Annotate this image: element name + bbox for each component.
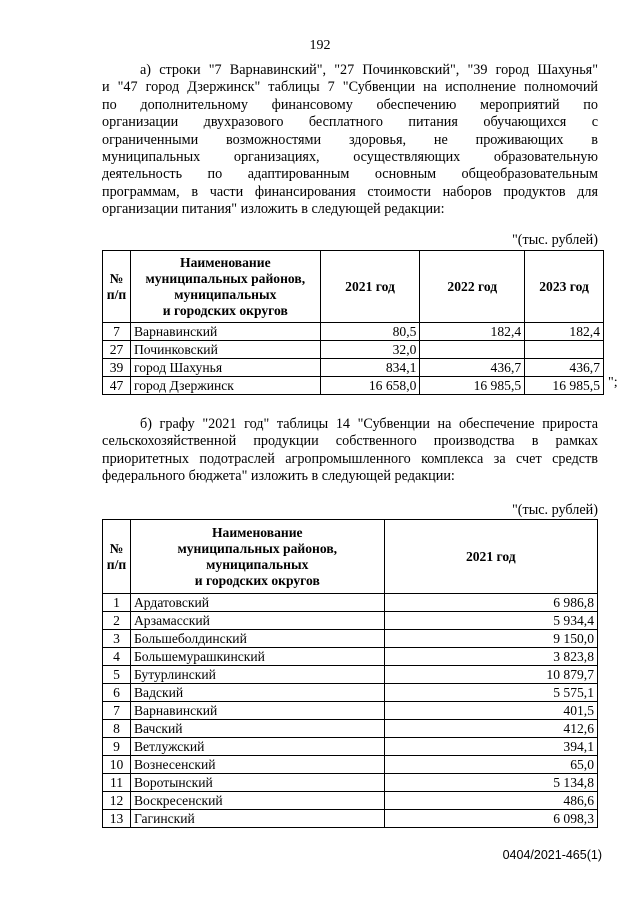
table-row	[103, 648, 598, 666]
header-line: Наименование	[211, 524, 303, 540]
value-y2021: 834,1	[320, 359, 420, 377]
municipality-name: Большемурашкинский	[130, 648, 384, 666]
text-line: организации питания" изложить в следующей редакции:	[102, 201, 445, 218]
header-line: муниципальных районов,	[145, 270, 306, 286]
municipality-name: Воскресенский	[130, 792, 384, 810]
table-7-excerpt	[102, 250, 604, 395]
value-y2021: 3 823,8	[384, 648, 597, 666]
value-y2021: 9 150,0	[384, 630, 597, 648]
table-row	[103, 774, 598, 792]
table-row	[103, 666, 598, 684]
header-name	[130, 251, 320, 323]
municipality-name: Воротынский	[130, 774, 384, 792]
header-2021: 2021 год	[384, 520, 597, 594]
value-y2023	[525, 341, 604, 359]
header-line: и городских округов	[194, 572, 320, 588]
value-y2021: 65,0	[384, 756, 597, 774]
value-y2021: 32,0	[320, 341, 420, 359]
municipality-name: Ардатовский	[130, 594, 384, 612]
row-number: 8	[103, 720, 131, 738]
header-name	[130, 520, 384, 594]
paragraph-a	[102, 62, 598, 219]
table-row	[103, 359, 604, 377]
value-y2021: 5 134,8	[384, 774, 597, 792]
municipality-name: Гагинский	[130, 810, 384, 828]
header-line: №	[109, 540, 124, 556]
row-number: 12	[103, 792, 131, 810]
row-number: 6	[103, 684, 131, 702]
table-row	[103, 810, 598, 828]
table-14-excerpt	[102, 519, 598, 828]
value-y2021: 16 658,0	[320, 377, 420, 395]
row-number: 13	[103, 810, 131, 828]
header-line: муниципальных районов,	[177, 540, 338, 556]
table-row	[103, 377, 604, 395]
header-line: п/п	[106, 556, 127, 572]
value-y2021: 401,5	[384, 702, 597, 720]
text-line: и "47 город Дзержинск" таблицы 7 "Субвенции на исполнение полномочий	[102, 79, 598, 96]
value-y2022: 182,4	[420, 323, 525, 341]
header-line: муниципальных	[174, 286, 277, 302]
text-line: а) строки "7 Варнавинский", "27 Починковский", "39 город Шахунья"	[140, 62, 598, 78]
header-2023: 2023 год	[525, 251, 604, 323]
units-label-2: "(тыс. рублей)	[511, 502, 598, 518]
value-y2021: 80,5	[320, 323, 420, 341]
table-row	[103, 612, 598, 630]
header-2021: 2021 год	[320, 251, 420, 323]
municipality-name: Вадский	[130, 684, 384, 702]
row-number: 11	[103, 774, 131, 792]
table-row	[103, 594, 598, 612]
row-number: 5	[103, 666, 131, 684]
row-number: 1	[103, 594, 131, 612]
row-number: 39	[103, 359, 131, 377]
text-line: федерального бюджета" изложить в следующей редакции:	[102, 468, 455, 485]
text-line: ограниченными возможностями здоровья, не проживающих в	[102, 131, 598, 148]
paragraph-b	[102, 416, 598, 486]
table-row	[103, 702, 598, 720]
table-row	[103, 792, 598, 810]
header-num	[103, 520, 131, 594]
header-2022: 2022 год	[420, 251, 525, 323]
row-number: 7	[103, 323, 131, 341]
text-line: программам, в части финансирования стоимости наборов продуктов для	[102, 183, 598, 200]
value-y2021: 5 575,1	[384, 684, 597, 702]
row-number: 7	[103, 702, 131, 720]
value-y2021: 5 934,4	[384, 612, 597, 630]
municipality-name: Ветлужский	[130, 738, 384, 756]
table-row	[103, 756, 598, 774]
row-number: 3	[103, 630, 131, 648]
municipality-name: Арзамасский	[130, 612, 384, 630]
value-y2022	[420, 341, 525, 359]
text-line: муниципальных организациях, осуществляющих образовательную	[102, 149, 598, 166]
municipality-name: Варнавинский	[130, 323, 320, 341]
table-row	[103, 738, 598, 756]
value-y2021: 10 879,7	[384, 666, 597, 684]
value-y2023: 182,4	[525, 323, 604, 341]
value-y2021: 6 098,3	[384, 810, 597, 828]
municipality-name: Починковский	[130, 341, 320, 359]
municipality-name: Варнавинский	[130, 702, 384, 720]
header-line: №	[109, 270, 124, 286]
units-label-1: "(тыс. рублей)	[511, 232, 598, 248]
header-line: п/п	[106, 286, 127, 302]
value-y2023: 436,7	[525, 359, 604, 377]
value-y2021: 6 986,8	[384, 594, 597, 612]
value-y2021: 412,6	[384, 720, 597, 738]
municipality-name: Большеболдинский	[130, 630, 384, 648]
municipality-name: Вознесенский	[130, 756, 384, 774]
municipality-name: Вачский	[130, 720, 384, 738]
text-line: б) графу "2021 год" таблицы 14 "Субвенции на обеспечение прироста	[140, 416, 598, 432]
row-number: 27	[103, 341, 131, 359]
closing-quote: ";	[608, 375, 618, 390]
table-row	[103, 630, 598, 648]
value-y2022: 16 985,5	[420, 377, 525, 395]
page-number: 192	[309, 38, 331, 53]
text-line: сельскохозяйственной продукции собственного производства в рамках	[102, 433, 598, 450]
municipality-name: город Дзержинск	[130, 377, 320, 395]
municipality-name: Бутурлинский	[130, 666, 384, 684]
table-row	[103, 720, 598, 738]
header-line: муниципальных	[206, 556, 309, 572]
header-line: Наименование	[180, 254, 271, 270]
municipality-name: город Шахунья	[130, 359, 320, 377]
table-row	[103, 323, 604, 341]
text-line: организации двухразового бесплатного питания обучающихся с	[102, 114, 598, 131]
table-header-row	[103, 520, 598, 594]
row-number: 2	[103, 612, 131, 630]
row-number: 10	[103, 756, 131, 774]
document-code: 0404/2021-465(1)	[502, 848, 602, 862]
text-line: по дополнительному финансовому обеспечению мероприятий по	[102, 96, 598, 113]
value-y2022: 436,7	[420, 359, 525, 377]
table-row	[103, 341, 604, 359]
row-number: 4	[103, 648, 131, 666]
text-line: приоритетных подотраслей агропромышленного комплекса за счет средств	[102, 450, 598, 467]
value-y2023: 16 985,5	[525, 377, 604, 395]
header-line: и городских округов	[162, 302, 288, 318]
value-y2021: 486,6	[384, 792, 597, 810]
row-number: 9	[103, 738, 131, 756]
table-header-row	[103, 251, 604, 323]
value-y2021: 394,1	[384, 738, 597, 756]
table-row	[103, 684, 598, 702]
row-number: 47	[103, 377, 131, 395]
text-line: деятельность по адаптированным основным общеобразовательным	[102, 166, 598, 183]
header-num	[103, 251, 131, 323]
